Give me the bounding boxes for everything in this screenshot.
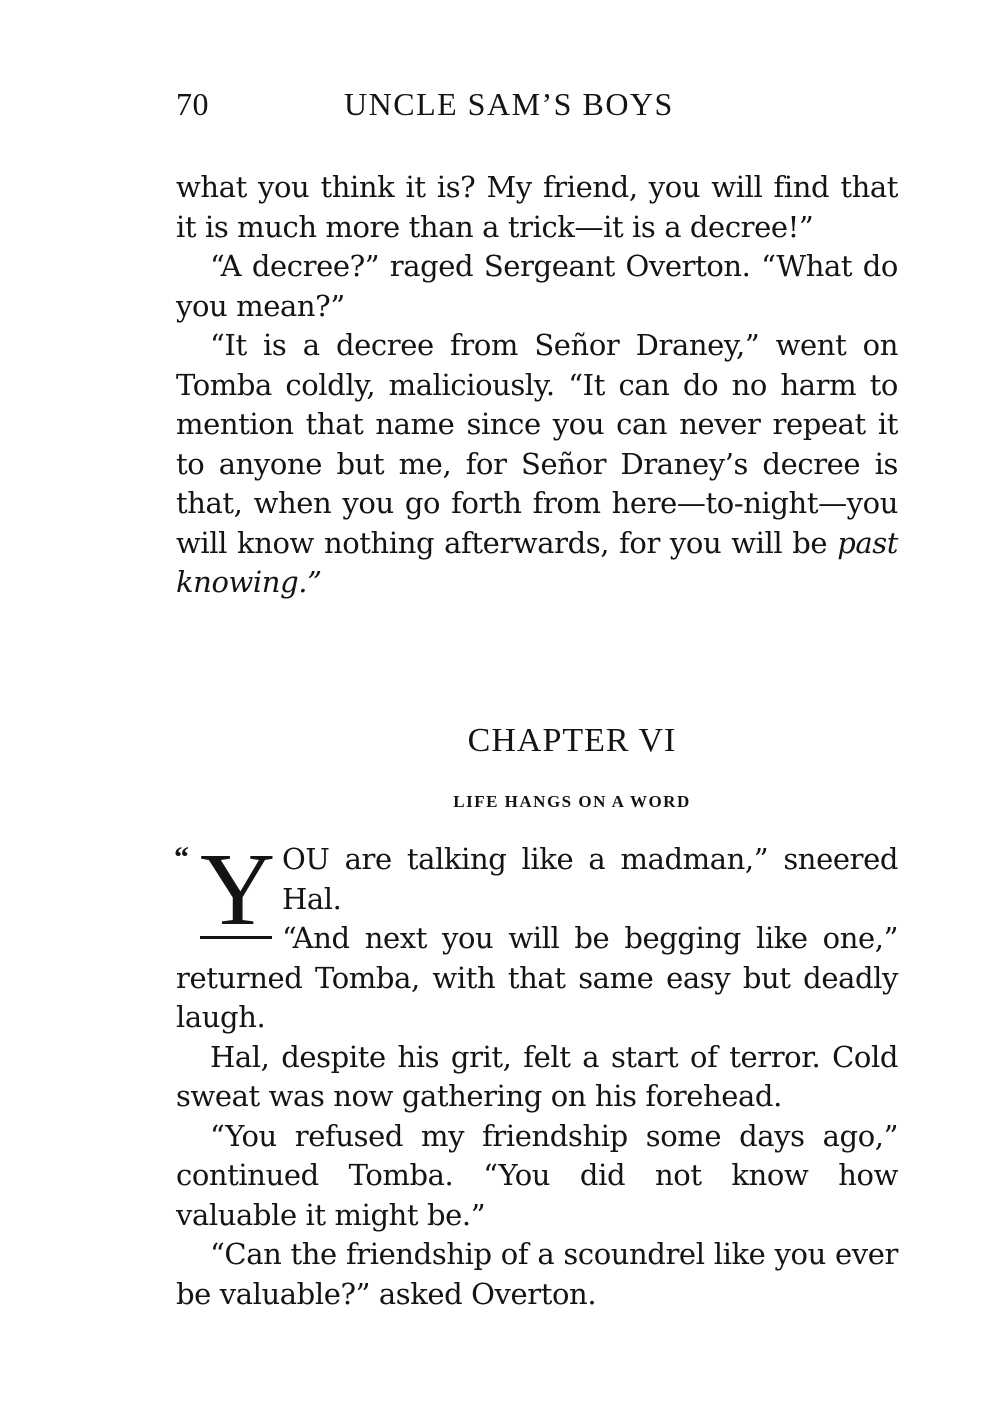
paragraph: “Can the friendship of a scoundrel like you ever be valuable?” asked Overton. xyxy=(176,1237,898,1311)
paragraph-text: OU are talking like a madman,” sneered Hal. xyxy=(282,842,898,916)
page-number: 70 xyxy=(176,86,209,122)
chapter-title: LIFE HANGS ON A WORD xyxy=(453,792,691,811)
chapter-number: CHAPTER VI xyxy=(467,722,677,759)
chapter-text xyxy=(174,832,898,1314)
paragraph: “And next you will be begging like one,” returned Tomba, with that same easy but deadly laugh. xyxy=(176,921,898,1034)
running-head xyxy=(176,86,896,130)
paragraph xyxy=(176,840,898,919)
paragraph: “You refused my friendship some days ago,” continued Tomba. “You did not know how valuable it might be.” xyxy=(176,1118,898,1232)
paragraph: what you think it is? My friend, you will find that it is much more than a trick—it is a decree!” xyxy=(176,170,898,244)
opening-quote: “ xyxy=(174,841,189,874)
drop-cap: Y xyxy=(200,832,275,947)
paragraph: Hal, despite his grit, felt a start of terror. Cold sweat was now gathering on his forehead. xyxy=(176,1039,898,1113)
italic-phrase: past knowing.” xyxy=(176,525,898,599)
paragraph-text: “It is a decree from Señor Draney,” went on Tomba coldly, maliciously. “It can do no harm to mention that name since you can never repeat it to anyone but me, for Señor Draney’s decree is that, when you go forth from here—to-night—you will know nothing afterwards, for you will be xyxy=(176,328,898,560)
paragraph xyxy=(176,326,898,603)
book-title: UNCLE SAM’S BOYS xyxy=(344,86,674,122)
previous-chapter-text xyxy=(176,168,898,603)
first-paragraph xyxy=(174,832,898,1038)
paragraph: “A decree?” raged Sergeant Overton. “What do you mean?” xyxy=(176,249,898,323)
